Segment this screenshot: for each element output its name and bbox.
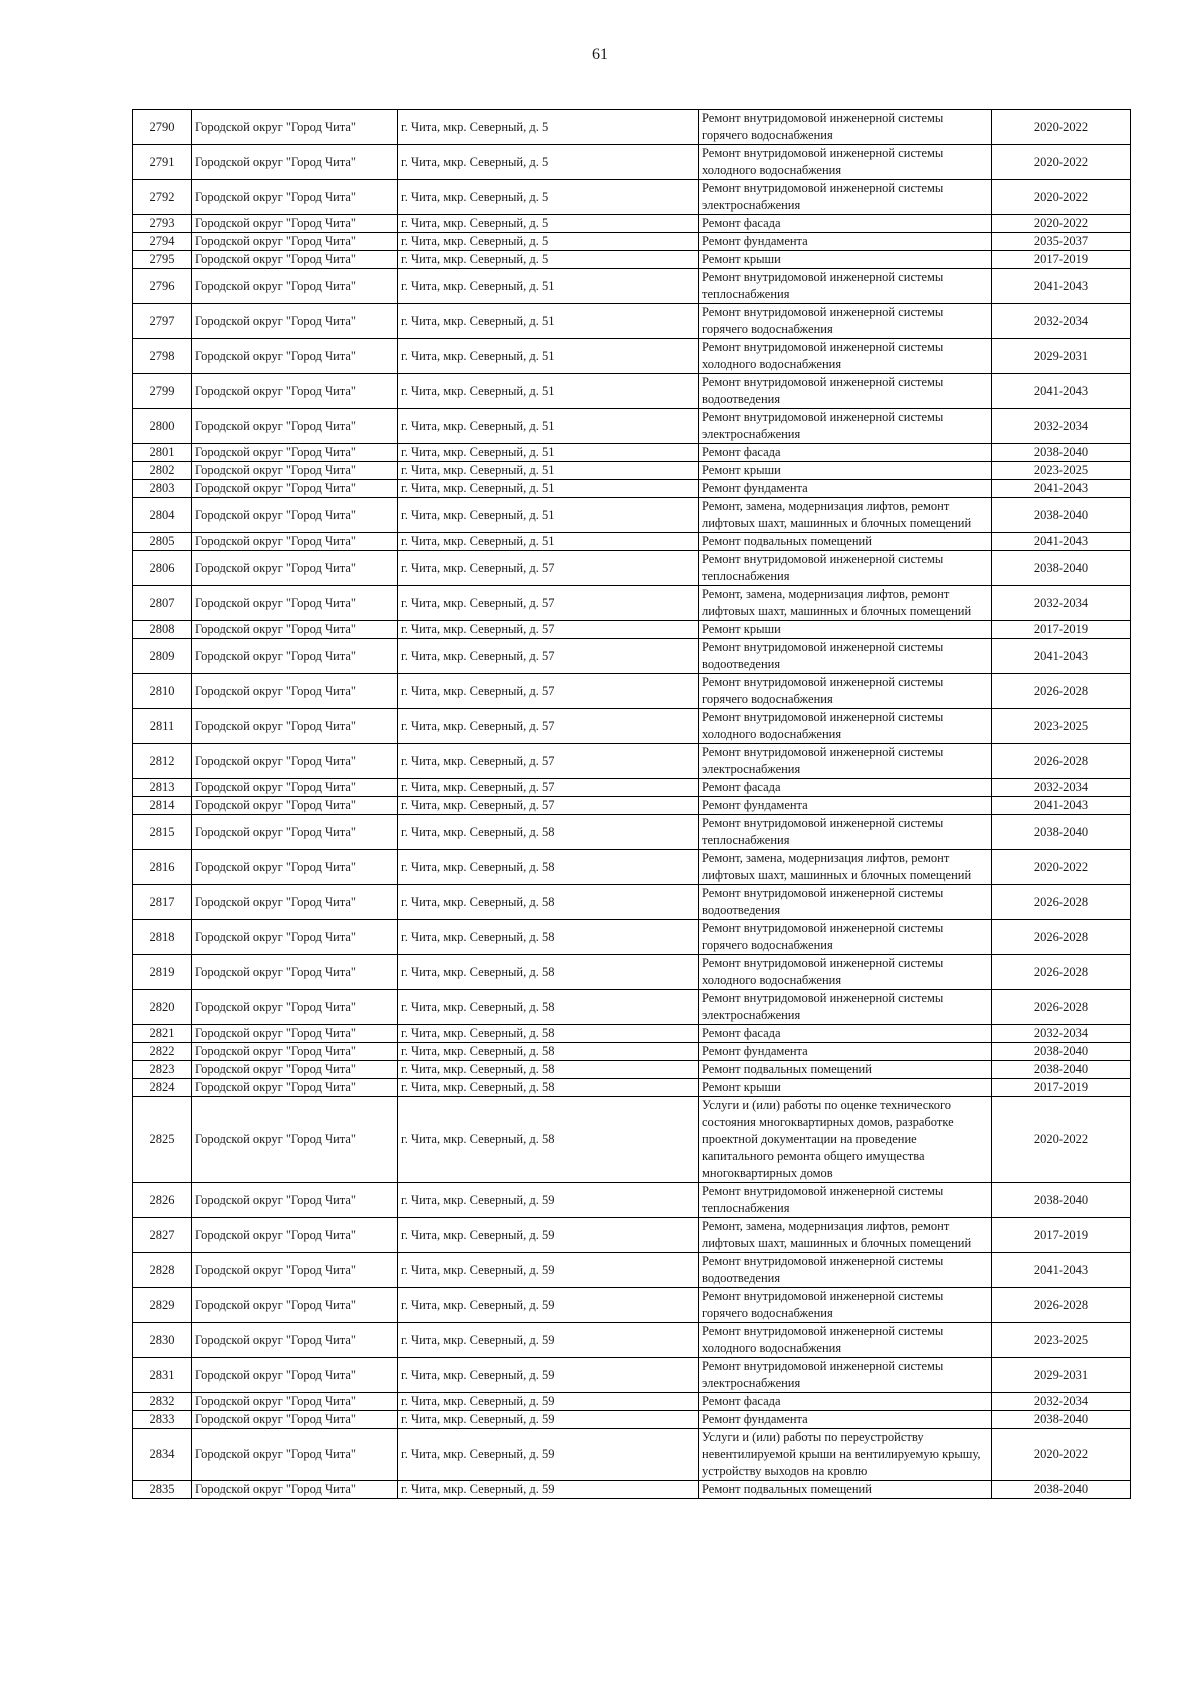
address-cell: г. Чита, мкр. Северный, д. 57 xyxy=(398,709,699,744)
table-row xyxy=(133,779,1131,797)
address-cell: г. Чита, мкр. Северный, д. 58 xyxy=(398,1025,699,1043)
municipality-cell: Городской округ "Город Чита" xyxy=(192,444,398,462)
address-cell: г. Чита, мкр. Северный, д. 58 xyxy=(398,1079,699,1097)
row-number-cell: 2818 xyxy=(133,920,192,955)
address-cell: г. Чита, мкр. Северный, д. 5 xyxy=(398,145,699,180)
row-number-cell: 2790 xyxy=(133,110,192,145)
municipality-cell: Городской округ "Город Чита" xyxy=(192,586,398,621)
table-row xyxy=(133,1288,1131,1323)
municipality-cell: Городской округ "Город Чита" xyxy=(192,779,398,797)
municipality-cell: Городской округ "Город Чита" xyxy=(192,1411,398,1429)
row-number-cell: 2797 xyxy=(133,304,192,339)
municipality-cell: Городской округ "Город Чита" xyxy=(192,1481,398,1499)
work-type-cell: Ремонт крыши xyxy=(699,1079,992,1097)
work-type-cell: Ремонт внутридомовой инженерной системы горячего водоснабжения xyxy=(699,920,992,955)
row-number-cell: 2817 xyxy=(133,885,192,920)
row-number-cell: 2834 xyxy=(133,1429,192,1481)
municipality-cell: Городской округ "Город Чита" xyxy=(192,709,398,744)
row-number-cell: 2798 xyxy=(133,339,192,374)
municipality-cell: Городской округ "Город Чита" xyxy=(192,920,398,955)
period-cell: 2041-2043 xyxy=(992,533,1131,551)
row-number-cell: 2827 xyxy=(133,1218,192,1253)
municipality-cell: Городской округ "Город Чита" xyxy=(192,215,398,233)
table-row xyxy=(133,586,1131,621)
period-cell: 2020-2022 xyxy=(992,180,1131,215)
address-cell: г. Чита, мкр. Северный, д. 59 xyxy=(398,1429,699,1481)
table-row xyxy=(133,1411,1131,1429)
address-cell: г. Чита, мкр. Северный, д. 5 xyxy=(398,233,699,251)
period-cell: 2038-2040 xyxy=(992,815,1131,850)
work-type-cell: Ремонт фундамента xyxy=(699,1411,992,1429)
address-cell: г. Чита, мкр. Северный, д. 58 xyxy=(398,955,699,990)
municipality-cell: Городской округ "Город Чита" xyxy=(192,1358,398,1393)
table-row xyxy=(133,1043,1131,1061)
table-row xyxy=(133,850,1131,885)
municipality-cell: Городской округ "Город Чита" xyxy=(192,1288,398,1323)
address-cell: г. Чита, мкр. Северный, д. 51 xyxy=(398,480,699,498)
period-cell: 2026-2028 xyxy=(992,674,1131,709)
row-number-cell: 2811 xyxy=(133,709,192,744)
work-type-cell: Ремонт фасада xyxy=(699,1025,992,1043)
work-type-cell: Ремонт внутридомовой инженерной системы горячего водоснабжения xyxy=(699,674,992,709)
work-type-cell: Ремонт внутридомовой инженерной системы электроснабжения xyxy=(699,990,992,1025)
municipality-cell: Городской округ "Город Чита" xyxy=(192,990,398,1025)
municipality-cell: Городской округ "Город Чита" xyxy=(192,339,398,374)
address-cell: г. Чита, мкр. Северный, д. 59 xyxy=(398,1358,699,1393)
period-cell: 2041-2043 xyxy=(992,269,1131,304)
period-cell: 2041-2043 xyxy=(992,1253,1131,1288)
table-row xyxy=(133,215,1131,233)
period-cell: 2038-2040 xyxy=(992,551,1131,586)
row-number-cell: 2828 xyxy=(133,1253,192,1288)
period-cell: 2026-2028 xyxy=(992,920,1131,955)
municipality-cell: Городской округ "Город Чита" xyxy=(192,180,398,215)
municipality-cell: Городской округ "Город Чита" xyxy=(192,533,398,551)
row-number-cell: 2808 xyxy=(133,621,192,639)
row-number-cell: 2800 xyxy=(133,409,192,444)
municipality-cell: Городской округ "Город Чита" xyxy=(192,304,398,339)
row-number-cell: 2815 xyxy=(133,815,192,850)
table-row xyxy=(133,1025,1131,1043)
address-cell: г. Чита, мкр. Северный, д. 5 xyxy=(398,215,699,233)
municipality-cell: Городской округ "Город Чита" xyxy=(192,1183,398,1218)
period-cell: 2038-2040 xyxy=(992,444,1131,462)
period-cell: 2041-2043 xyxy=(992,480,1131,498)
table-row xyxy=(133,233,1131,251)
municipality-cell: Городской округ "Город Чита" xyxy=(192,269,398,304)
work-type-cell: Ремонт внутридомовой инженерной системы водоотведения xyxy=(699,639,992,674)
municipality-cell: Городской округ "Город Чита" xyxy=(192,498,398,533)
address-cell: г. Чита, мкр. Северный, д. 57 xyxy=(398,621,699,639)
work-type-cell: Ремонт фундамента xyxy=(699,797,992,815)
municipality-cell: Городской округ "Город Чита" xyxy=(192,233,398,251)
row-number-cell: 2801 xyxy=(133,444,192,462)
row-number-cell: 2816 xyxy=(133,850,192,885)
address-cell: г. Чита, мкр. Северный, д. 51 xyxy=(398,374,699,409)
table-row xyxy=(133,990,1131,1025)
period-cell: 2017-2019 xyxy=(992,251,1131,269)
period-cell: 2029-2031 xyxy=(992,1358,1131,1393)
work-type-cell: Ремонт внутридомовой инженерной системы водоотведения xyxy=(699,374,992,409)
work-type-cell: Ремонт крыши xyxy=(699,462,992,480)
period-cell: 2017-2019 xyxy=(992,621,1131,639)
period-cell: 2020-2022 xyxy=(992,215,1131,233)
period-cell: 2038-2040 xyxy=(992,1411,1131,1429)
period-cell: 2032-2034 xyxy=(992,409,1131,444)
table-row xyxy=(133,339,1131,374)
table-row xyxy=(133,797,1131,815)
work-type-cell: Ремонт фундамента xyxy=(699,233,992,251)
municipality-cell: Городской округ "Город Чита" xyxy=(192,251,398,269)
address-cell: г. Чита, мкр. Северный, д. 59 xyxy=(398,1253,699,1288)
table-row xyxy=(133,180,1131,215)
municipality-cell: Городской округ "Город Чита" xyxy=(192,850,398,885)
address-cell: г. Чита, мкр. Северный, д. 5 xyxy=(398,180,699,215)
work-type-cell: Ремонт фундамента xyxy=(699,1043,992,1061)
work-type-cell: Ремонт внутридомовой инженерной системы холодного водоснабжения xyxy=(699,955,992,990)
row-number-cell: 2803 xyxy=(133,480,192,498)
period-cell: 2038-2040 xyxy=(992,1183,1131,1218)
work-type-cell: Ремонт внутридомовой инженерной системы горячего водоснабжения xyxy=(699,110,992,145)
table-row xyxy=(133,409,1131,444)
table-row xyxy=(133,498,1131,533)
row-number-cell: 2835 xyxy=(133,1481,192,1499)
row-number-cell: 2806 xyxy=(133,551,192,586)
period-cell: 2023-2025 xyxy=(992,1323,1131,1358)
municipality-cell: Городской округ "Город Чита" xyxy=(192,480,398,498)
municipality-cell: Городской округ "Город Чита" xyxy=(192,1061,398,1079)
work-type-cell: Ремонт внутридомовой инженерной системы холодного водоснабжения xyxy=(699,339,992,374)
period-cell: 2041-2043 xyxy=(992,797,1131,815)
work-type-cell: Ремонт фасада xyxy=(699,444,992,462)
table-row xyxy=(133,533,1131,551)
address-cell: г. Чита, мкр. Северный, д. 59 xyxy=(398,1411,699,1429)
page-number: 61 xyxy=(592,46,608,63)
period-cell: 2020-2022 xyxy=(992,145,1131,180)
work-type-cell: Ремонт крыши xyxy=(699,251,992,269)
address-cell: г. Чита, мкр. Северный, д. 57 xyxy=(398,586,699,621)
municipality-cell: Городской округ "Город Чита" xyxy=(192,1043,398,1061)
row-number-cell: 2824 xyxy=(133,1079,192,1097)
work-type-cell: Ремонт, замена, модернизация лифтов, ремонт лифтовых шахт, машинных и блочных помещений xyxy=(699,850,992,885)
table-row xyxy=(133,1481,1131,1499)
municipality-cell: Городской округ "Город Чита" xyxy=(192,1097,398,1183)
table-row xyxy=(133,1393,1131,1411)
table-row xyxy=(133,639,1131,674)
municipality-cell: Городской округ "Город Чита" xyxy=(192,621,398,639)
work-type-cell: Ремонт крыши xyxy=(699,621,992,639)
address-cell: г. Чита, мкр. Северный, д. 5 xyxy=(398,251,699,269)
address-cell: г. Чита, мкр. Северный, д. 59 xyxy=(398,1183,699,1218)
row-number-cell: 2792 xyxy=(133,180,192,215)
period-cell: 2026-2028 xyxy=(992,990,1131,1025)
address-cell: г. Чита, мкр. Северный, д. 59 xyxy=(398,1288,699,1323)
table-row xyxy=(133,1061,1131,1079)
row-number-cell: 2820 xyxy=(133,990,192,1025)
municipality-cell: Городской округ "Город Чита" xyxy=(192,551,398,586)
row-number-cell: 2794 xyxy=(133,233,192,251)
address-cell: г. Чита, мкр. Северный, д. 58 xyxy=(398,920,699,955)
row-number-cell: 2807 xyxy=(133,586,192,621)
address-cell: г. Чита, мкр. Северный, д. 57 xyxy=(398,551,699,586)
address-cell: г. Чита, мкр. Северный, д. 58 xyxy=(398,990,699,1025)
work-type-cell: Ремонт внутридомовой инженерной системы электроснабжения xyxy=(699,409,992,444)
work-type-cell: Ремонт, замена, модернизация лифтов, ремонт лифтовых шахт, машинных и блочных помещений xyxy=(699,1218,992,1253)
municipality-cell: Городской округ "Город Чита" xyxy=(192,1429,398,1481)
address-cell: г. Чита, мкр. Северный, д. 57 xyxy=(398,674,699,709)
municipality-cell: Городской округ "Город Чита" xyxy=(192,955,398,990)
work-type-cell: Ремонт внутридомовой инженерной системы холодного водоснабжения xyxy=(699,709,992,744)
period-cell: 2026-2028 xyxy=(992,1288,1131,1323)
address-cell: г. Чита, мкр. Северный, д. 51 xyxy=(398,269,699,304)
row-number-cell: 2812 xyxy=(133,744,192,779)
row-number-cell: 2810 xyxy=(133,674,192,709)
address-cell: г. Чита, мкр. Северный, д. 58 xyxy=(398,815,699,850)
row-number-cell: 2825 xyxy=(133,1097,192,1183)
table-row xyxy=(133,251,1131,269)
work-type-cell: Ремонт, замена, модернизация лифтов, ремонт лифтовых шахт, машинных и блочных помещений xyxy=(699,498,992,533)
row-number-cell: 2793 xyxy=(133,215,192,233)
municipality-cell: Городской округ "Город Чита" xyxy=(192,885,398,920)
table-row xyxy=(133,444,1131,462)
table-row xyxy=(133,1253,1131,1288)
table-row xyxy=(133,1429,1131,1481)
municipality-cell: Городской округ "Город Чита" xyxy=(192,409,398,444)
address-cell: г. Чита, мкр. Северный, д. 51 xyxy=(398,498,699,533)
period-cell: 2032-2034 xyxy=(992,1025,1131,1043)
municipality-cell: Городской округ "Город Чита" xyxy=(192,1253,398,1288)
period-cell: 2026-2028 xyxy=(992,955,1131,990)
address-cell: г. Чита, мкр. Северный, д. 59 xyxy=(398,1218,699,1253)
row-number-cell: 2833 xyxy=(133,1411,192,1429)
work-type-cell: Ремонт внутридомовой инженерной системы водоотведения xyxy=(699,1253,992,1288)
table-row xyxy=(133,1358,1131,1393)
work-type-cell: Ремонт внутридомовой инженерной системы электроснабжения xyxy=(699,744,992,779)
period-cell: 2020-2022 xyxy=(992,1429,1131,1481)
address-cell: г. Чита, мкр. Северный, д. 5 xyxy=(398,110,699,145)
period-cell: 2017-2019 xyxy=(992,1218,1131,1253)
address-cell: г. Чита, мкр. Северный, д. 57 xyxy=(398,744,699,779)
municipality-cell: Городской округ "Город Чита" xyxy=(192,1393,398,1411)
table-row xyxy=(133,480,1131,498)
works-table xyxy=(132,109,1131,1499)
municipality-cell: Городской округ "Город Чита" xyxy=(192,1079,398,1097)
table-row xyxy=(133,1183,1131,1218)
work-type-cell: Услуги и (или) работы по оценке технического состояния многоквартирных домов, разработке проектной документации на проведение капитального ремонта общего имущества многоквартирных домов xyxy=(699,1097,992,1183)
table-row xyxy=(133,269,1131,304)
table-row xyxy=(133,1097,1131,1183)
period-cell: 2020-2022 xyxy=(992,110,1131,145)
period-cell: 2032-2034 xyxy=(992,586,1131,621)
address-cell: г. Чита, мкр. Северный, д. 58 xyxy=(398,885,699,920)
row-number-cell: 2819 xyxy=(133,955,192,990)
row-number-cell: 2791 xyxy=(133,145,192,180)
row-number-cell: 2796 xyxy=(133,269,192,304)
table-row xyxy=(133,110,1131,145)
period-cell: 2020-2022 xyxy=(992,850,1131,885)
period-cell: 2032-2034 xyxy=(992,304,1131,339)
work-type-cell: Ремонт внутридомовой инженерной системы теплоснабжения xyxy=(699,551,992,586)
table-row xyxy=(133,145,1131,180)
municipality-cell: Городской округ "Город Чита" xyxy=(192,1323,398,1358)
address-cell: г. Чита, мкр. Северный, д. 58 xyxy=(398,1097,699,1183)
address-cell: г. Чита, мкр. Северный, д. 58 xyxy=(398,1043,699,1061)
row-number-cell: 2830 xyxy=(133,1323,192,1358)
work-type-cell: Ремонт фасада xyxy=(699,1393,992,1411)
municipality-cell: Городской округ "Город Чита" xyxy=(192,1218,398,1253)
municipality-cell: Городской округ "Город Чита" xyxy=(192,674,398,709)
row-number-cell: 2829 xyxy=(133,1288,192,1323)
work-type-cell: Услуги и (или) работы по переустройству невентилируемой крыши на вентилируемую крышу, устройству выходов на кровлю xyxy=(699,1429,992,1481)
period-cell: 2017-2019 xyxy=(992,1079,1131,1097)
work-type-cell: Ремонт внутридомовой инженерной системы электроснабжения xyxy=(699,180,992,215)
work-type-cell: Ремонт внутридомовой инженерной системы горячего водоснабжения xyxy=(699,1288,992,1323)
row-number-cell: 2804 xyxy=(133,498,192,533)
row-number-cell: 2831 xyxy=(133,1358,192,1393)
municipality-cell: Городской округ "Город Чита" xyxy=(192,815,398,850)
table-row xyxy=(133,885,1131,920)
row-number-cell: 2795 xyxy=(133,251,192,269)
period-cell: 2032-2034 xyxy=(992,779,1131,797)
work-type-cell: Ремонт внутридомовой инженерной системы электроснабжения xyxy=(699,1358,992,1393)
period-cell: 2023-2025 xyxy=(992,462,1131,480)
period-cell: 2041-2043 xyxy=(992,639,1131,674)
row-number-cell: 2823 xyxy=(133,1061,192,1079)
address-cell: г. Чита, мкр. Северный, д. 59 xyxy=(398,1481,699,1499)
table-row xyxy=(133,955,1131,990)
work-type-cell: Ремонт внутридомовой инженерной системы водоотведения xyxy=(699,885,992,920)
table-row xyxy=(133,709,1131,744)
address-cell: г. Чита, мкр. Северный, д. 51 xyxy=(398,339,699,374)
period-cell: 2032-2034 xyxy=(992,1393,1131,1411)
work-type-cell: Ремонт фасада xyxy=(699,779,992,797)
work-type-cell: Ремонт фундамента xyxy=(699,480,992,498)
row-number-cell: 2805 xyxy=(133,533,192,551)
table-row xyxy=(133,1323,1131,1358)
work-type-cell: Ремонт внутридомовой инженерной системы холодного водоснабжения xyxy=(699,145,992,180)
municipality-cell: Городской округ "Город Чита" xyxy=(192,110,398,145)
row-number-cell: 2802 xyxy=(133,462,192,480)
work-type-cell: Ремонт внутридомовой инженерной системы теплоснабжения xyxy=(699,815,992,850)
municipality-cell: Городской округ "Город Чита" xyxy=(192,145,398,180)
address-cell: г. Чита, мкр. Северный, д. 59 xyxy=(398,1323,699,1358)
row-number-cell: 2822 xyxy=(133,1043,192,1061)
address-cell: г. Чита, мкр. Северный, д. 51 xyxy=(398,304,699,339)
address-cell: г. Чита, мкр. Северный, д. 59 xyxy=(398,1393,699,1411)
address-cell: г. Чита, мкр. Северный, д. 58 xyxy=(398,850,699,885)
period-cell: 2035-2037 xyxy=(992,233,1131,251)
work-type-cell: Ремонт подвальных помещений xyxy=(699,1481,992,1499)
period-cell: 2029-2031 xyxy=(992,339,1131,374)
table-row xyxy=(133,1079,1131,1097)
work-type-cell: Ремонт фасада xyxy=(699,215,992,233)
address-cell: г. Чита, мкр. Северный, д. 51 xyxy=(398,462,699,480)
table-row xyxy=(133,621,1131,639)
address-cell: г. Чита, мкр. Северный, д. 51 xyxy=(398,444,699,462)
period-cell: 2026-2028 xyxy=(992,744,1131,779)
work-type-cell: Ремонт внутридомовой инженерной системы холодного водоснабжения xyxy=(699,1323,992,1358)
row-number-cell: 2826 xyxy=(133,1183,192,1218)
table-row xyxy=(133,1218,1131,1253)
municipality-cell: Городской округ "Город Чита" xyxy=(192,374,398,409)
table-row xyxy=(133,920,1131,955)
row-number-cell: 2821 xyxy=(133,1025,192,1043)
table-row xyxy=(133,674,1131,709)
address-cell: г. Чита, мкр. Северный, д. 57 xyxy=(398,639,699,674)
period-cell: 2026-2028 xyxy=(992,885,1131,920)
table-row xyxy=(133,815,1131,850)
work-type-cell: Ремонт, замена, модернизация лифтов, ремонт лифтовых шахт, машинных и блочных помещений xyxy=(699,586,992,621)
municipality-cell: Городской округ "Город Чита" xyxy=(192,797,398,815)
period-cell: 2020-2022 xyxy=(992,1097,1131,1183)
row-number-cell: 2814 xyxy=(133,797,192,815)
period-cell: 2023-2025 xyxy=(992,709,1131,744)
work-type-cell: Ремонт подвальных помещений xyxy=(699,533,992,551)
works-table-body xyxy=(133,110,1131,1499)
period-cell: 2038-2040 xyxy=(992,1061,1131,1079)
address-cell: г. Чита, мкр. Северный, д. 57 xyxy=(398,779,699,797)
address-cell: г. Чита, мкр. Северный, д. 51 xyxy=(398,533,699,551)
work-type-cell: Ремонт внутридомовой инженерной системы горячего водоснабжения xyxy=(699,304,992,339)
work-type-cell: Ремонт внутридомовой инженерной системы теплоснабжения xyxy=(699,269,992,304)
period-cell: 2041-2043 xyxy=(992,374,1131,409)
address-cell: г. Чита, мкр. Северный, д. 57 xyxy=(398,797,699,815)
period-cell: 2038-2040 xyxy=(992,1043,1131,1061)
row-number-cell: 2809 xyxy=(133,639,192,674)
period-cell: 2038-2040 xyxy=(992,1481,1131,1499)
table-row xyxy=(133,304,1131,339)
work-type-cell: Ремонт подвальных помещений xyxy=(699,1061,992,1079)
table-row xyxy=(133,462,1131,480)
period-cell: 2038-2040 xyxy=(992,498,1131,533)
municipality-cell: Городской округ "Город Чита" xyxy=(192,639,398,674)
row-number-cell: 2832 xyxy=(133,1393,192,1411)
address-cell: г. Чита, мкр. Северный, д. 58 xyxy=(398,1061,699,1079)
municipality-cell: Городской округ "Город Чита" xyxy=(192,1025,398,1043)
work-type-cell: Ремонт внутридомовой инженерной системы теплоснабжения xyxy=(699,1183,992,1218)
table-row xyxy=(133,551,1131,586)
row-number-cell: 2813 xyxy=(133,779,192,797)
municipality-cell: Городской округ "Город Чита" xyxy=(192,462,398,480)
table-row xyxy=(133,744,1131,779)
table-row xyxy=(133,374,1131,409)
row-number-cell: 2799 xyxy=(133,374,192,409)
address-cell: г. Чита, мкр. Северный, д. 51 xyxy=(398,409,699,444)
municipality-cell: Городской округ "Город Чита" xyxy=(192,744,398,779)
